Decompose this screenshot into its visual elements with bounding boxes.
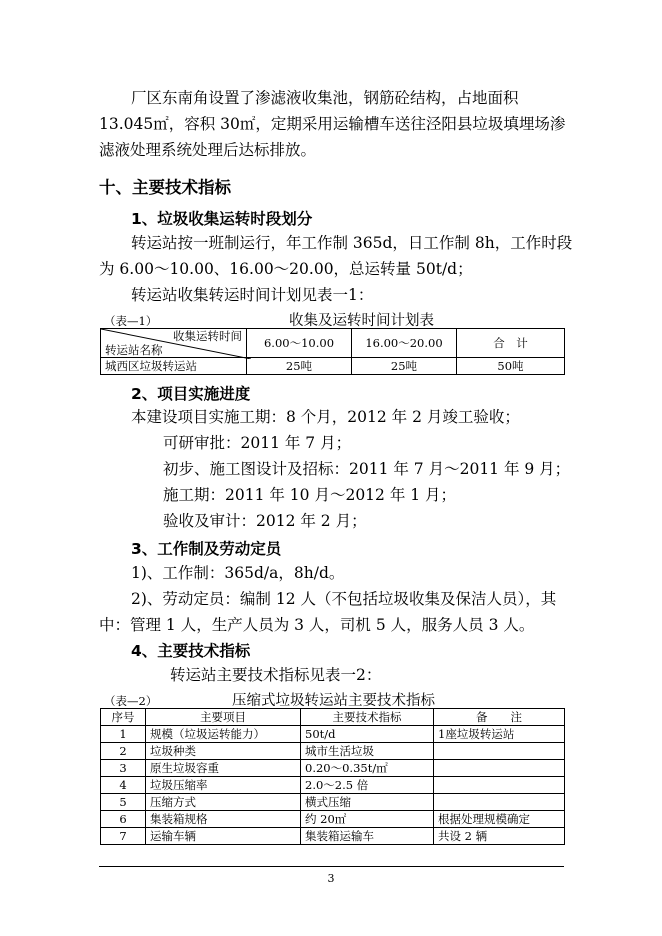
table2-cell: 50t/d bbox=[301, 726, 434, 743]
table-row bbox=[101, 828, 565, 845]
s2-line2: 可研审批：2011 年 7 月； bbox=[163, 434, 352, 452]
para1-line2: 13.045㎡，容积 30㎡，定期采用运输槽车送往泾阳县垃圾填埋场渗 bbox=[99, 115, 566, 133]
table1-value1: 25吨 bbox=[247, 358, 352, 375]
subsection-4-heading: 4、主要技术指标 bbox=[131, 642, 251, 660]
s1-para2: 转运站收集转运时间计划见表一1： bbox=[131, 286, 374, 304]
table2-cell: 根据处理规模确定 bbox=[434, 811, 565, 828]
table1-col3-header: 合 计 bbox=[457, 329, 565, 358]
table2-cell: 3 bbox=[101, 760, 146, 777]
table1-title: 收集及运转时间计划表 bbox=[289, 313, 434, 329]
table-row bbox=[101, 811, 565, 828]
para1-line1: 厂区东南角设置了渗滤液收集池，钢筋砼结构，占地面积 bbox=[131, 89, 519, 107]
table2-header-cell: 序号 bbox=[101, 709, 146, 726]
para1-line3: 滤液处理系统处理后达标排放。 bbox=[99, 141, 317, 159]
table1-col1-header: 6.00～10.00 bbox=[247, 329, 352, 358]
footer-rule bbox=[99, 866, 564, 867]
table2-header-cell: 主要技术指标 bbox=[301, 709, 434, 726]
s3-line3: 中：管理 1 人，生产人员为 3 人，司机 5 人，服务人员 3 人。 bbox=[99, 616, 535, 634]
section-10-heading: 十、主要技术指标 bbox=[99, 178, 231, 197]
table1-value3: 50吨 bbox=[457, 358, 565, 375]
table2-cell: 约 20㎡ bbox=[301, 811, 434, 828]
table2-cell: 共设 2 辆 bbox=[434, 828, 565, 845]
table2-title: 压缩式垃圾转运站主要技术指标 bbox=[232, 693, 435, 709]
table2 bbox=[100, 708, 565, 845]
table2-cell: 6 bbox=[101, 811, 146, 828]
table2-cell: 0.20～0.35t/㎡ bbox=[301, 760, 434, 777]
table2-cell: 5 bbox=[101, 794, 146, 811]
table-row bbox=[101, 760, 565, 777]
table2-cell: 运输车辆 bbox=[146, 828, 301, 845]
s3-line1: 1)、工作制：365d/a，8h/d。 bbox=[131, 564, 345, 582]
table2-cell: 集装箱规格 bbox=[146, 811, 301, 828]
table2-cell: 4 bbox=[101, 777, 146, 794]
table2-cell: 2.0～2.5 倍 bbox=[301, 777, 434, 794]
table2-cell: 原生垃圾容重 bbox=[146, 760, 301, 777]
table2-cell: 2 bbox=[101, 743, 146, 760]
table1 bbox=[100, 328, 565, 375]
table2-cell: 7 bbox=[101, 828, 146, 845]
table2-cell: 垃圾种类 bbox=[146, 743, 301, 760]
table2-header-cell: 备 注 bbox=[434, 709, 565, 726]
table-row bbox=[101, 726, 565, 743]
table-row bbox=[101, 743, 565, 760]
table2-cell: 1座垃圾转运站 bbox=[434, 726, 565, 743]
s1-para1-line2: 为 6.00～10.00、16.00～20.00，总运转量 50t/d； bbox=[99, 260, 473, 278]
s4-line1: 转运站主要技术指标见表一2： bbox=[170, 666, 382, 684]
subsection-2-heading: 2、项目实施进度 bbox=[131, 385, 251, 403]
table2-header-row bbox=[101, 709, 565, 726]
page-number: 3 bbox=[327, 872, 335, 885]
table2-cell: 横式压缩 bbox=[301, 794, 434, 811]
table2-cell: 集装箱运输车 bbox=[301, 828, 434, 845]
table1-diagonal-header bbox=[101, 329, 247, 358]
s3-line2: 2)、劳动定员：编制 12 人（不包括垃圾收集及保洁人员），其 bbox=[131, 590, 557, 608]
table1-label: （表—1） bbox=[104, 314, 158, 328]
table2-cell bbox=[434, 794, 565, 811]
table2-header-cell: 主要项目 bbox=[146, 709, 301, 726]
table2-cell: 城市生活垃圾 bbox=[301, 743, 434, 760]
table1-header-bottom: 转运站名称 bbox=[105, 343, 163, 357]
s2-line4: 施工期：2011 年 10 月～2012 年 1 月； bbox=[163, 486, 457, 504]
table2-cell: 1 bbox=[101, 726, 146, 743]
s2-line3: 初步、施工图设计及招标：2011 年 7 月～2011 年 9 月； bbox=[163, 460, 571, 478]
subsection-3-heading: 3、工作制及劳动定员 bbox=[131, 540, 282, 558]
table1-col2-header: 16.00～20.00 bbox=[352, 329, 457, 358]
s1-para1-line1: 转运站按一班制运行，年工作制 365d，日工作制 8h，工作时段 bbox=[131, 234, 573, 252]
table2-cell: 压缩方式 bbox=[146, 794, 301, 811]
s2-line1: 本建设项目实施工期：8 个月，2012 年 2 月竣工验收； bbox=[131, 408, 520, 426]
table1-row-name: 城西区垃圾转运站 bbox=[101, 358, 247, 375]
table2-cell: 垃圾压缩率 bbox=[146, 777, 301, 794]
table2-cell bbox=[434, 760, 565, 777]
table2-cell: 规模（垃圾运转能力） bbox=[146, 726, 301, 743]
table1-header-top: 收集运转时间 bbox=[173, 329, 242, 343]
table1-value2: 25吨 bbox=[352, 358, 457, 375]
table2-cell bbox=[434, 777, 565, 794]
table2-cell bbox=[434, 743, 565, 760]
subsection-1-heading: 1、垃圾收集运转时段划分 bbox=[131, 210, 313, 228]
table-row bbox=[101, 777, 565, 794]
table-row bbox=[101, 794, 565, 811]
table2-label: （表—2） bbox=[104, 694, 158, 708]
s2-line5: 验收及审计：2012 年 2 月； bbox=[163, 512, 367, 530]
